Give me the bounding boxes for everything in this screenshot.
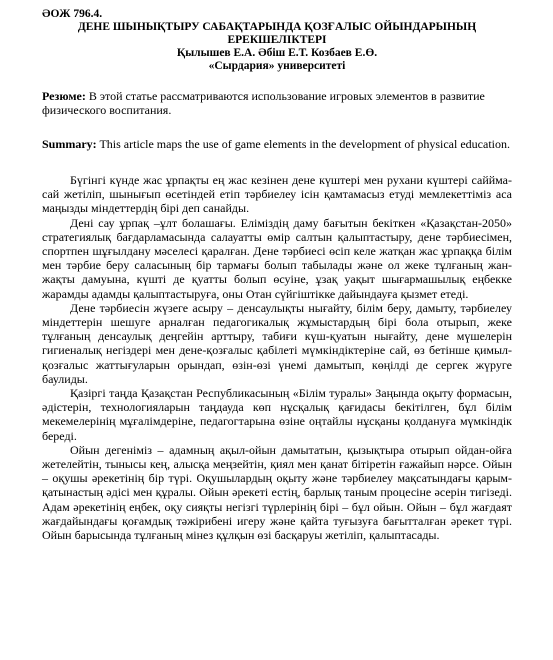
authors: Қылышев Е.А. Әбіш Е.Т. Козбаев Е.Ө.	[176, 47, 378, 59]
article-page	[42, 8, 512, 542]
article-header	[42, 21, 512, 73]
udc-code: ӘОЖ 796.4.	[42, 8, 103, 20]
body-paragraph: Бүгінгі күнде жас ұрпақты ең жас кезінен дене күштері мен рухани күштері саййма-сай жетіліп, шынығып өсетіндей етіп тәрбиелеу ісін қамтамасыз етуді мемлекеттіміз аса маңызды міндеттердің бірі деп санайды.	[42, 173, 512, 216]
summary-text: This article maps the use of game elements in the development of physical education.	[96, 137, 510, 151]
title-line-2: ЕРЕКШЕЛІКТЕРІ	[227, 34, 327, 46]
summary-label: Summary:	[42, 137, 97, 151]
resume-paragraph	[42, 89, 512, 117]
body-paragraph: Ойын дегеніміз – адамның ақыл-ойын дамытатын, қызықтыра отырып ойдан-ойға жетелейтін, тынысы кең, алысқа меңзейтін, қиял мен қанат бітіретін ғажайып нәрсе. Ойын – оқушы әрекетінің бір түрі. Оқушылардың оқыту және тәрбиелеу мақсатындағы қарым-қатынастың әдісі мен құралы. Ойын әрекеті естің, барлық таным процесіне әсерін тигізеді. Адам әрекетінің еңбек, оқу сияқты негізгі түрлерінің бірі – бұл ойын. Ойын – бұл жағдаят жағдайындағы қоғамдық тәжірибені игеру және қайта туғызуға бағытталған әрекет түрі. Ойын барысында тұлғаның мінез құлқын өзі басқаруы жетіліп, қалыптасады.	[42, 442, 512, 543]
body-paragraph: Дені сау ұрпақ –ұлт болашағы. Еліміздің даму бағытын бекіткен «Қазақстан-2050» стратегиялық бағдарламасында салауатты өмір салтын қалыптастыру, дене тәрбиесімен, спортпен шұғылдану мәселесі қаралған. Дене тәрбиесі өсіп келе жатқан жас ұрпаққа білім мен тәрбие беру саласының бір тармағы болып табылады және ол жеке тұлғаның жан-жақты дамуына, күшті де қуатты болып өсуіне, ұзақ уақыт шығармашылық еңбекке жарамды адамды қалыптастыруға, оны Отан сүйгіштікке дайындауға қызмет етеді.	[42, 215, 512, 301]
affiliation: «Сырдария» университеті	[208, 60, 346, 72]
resume-label: Резюме:	[42, 89, 86, 103]
summary-paragraph	[42, 137, 512, 151]
body-paragraph: Дене тәрбиесін жүзеге асыру – денсаулықты нығайту, білім беру, дамыту, тәрбиелеу міндеттерін шешуге арналған педагогикалық жұмыстардың бірі бола отырып, жеке тұлғаның денсаулық деңгейін арттыру, табиғи күш-қуатын нығайту, дене мүшелерін гигиеналық негіздері мен дене-қозғалыс қабілеті мүмкіндіктеріне сай, өз бетінше қимыл-қозғалыс жаттығуларын орындап, өзін-өзі үнемі дамытып, көңілді де сергек жүруге баулиды.	[42, 300, 512, 386]
resume-text: В этой статье рассматриваются использование игровых элементов в развитие физического воспитания.	[42, 89, 485, 117]
title-line-1: ДЕНЕ ШЫНЫҚТЫРУ САБАҚТАРЫНДА ҚОЗҒАЛЫС ОЙЫНДАРЫНЫҢ	[77, 21, 477, 33]
article-body	[42, 173, 512, 542]
body-paragraph: Қазіргі таңда Қазақстан Республикасының «Білім туралы» Заңында оқыту формасын, әдістерін, технологияларын таңдауда көп нұсқалық қағидасы бекітілген, бұл білім мекемелерінің мұғалімдеріне, педагогтарына өзіне оңтайлы нұсқаны қолдануға мүмкіндік береді.	[42, 386, 512, 443]
